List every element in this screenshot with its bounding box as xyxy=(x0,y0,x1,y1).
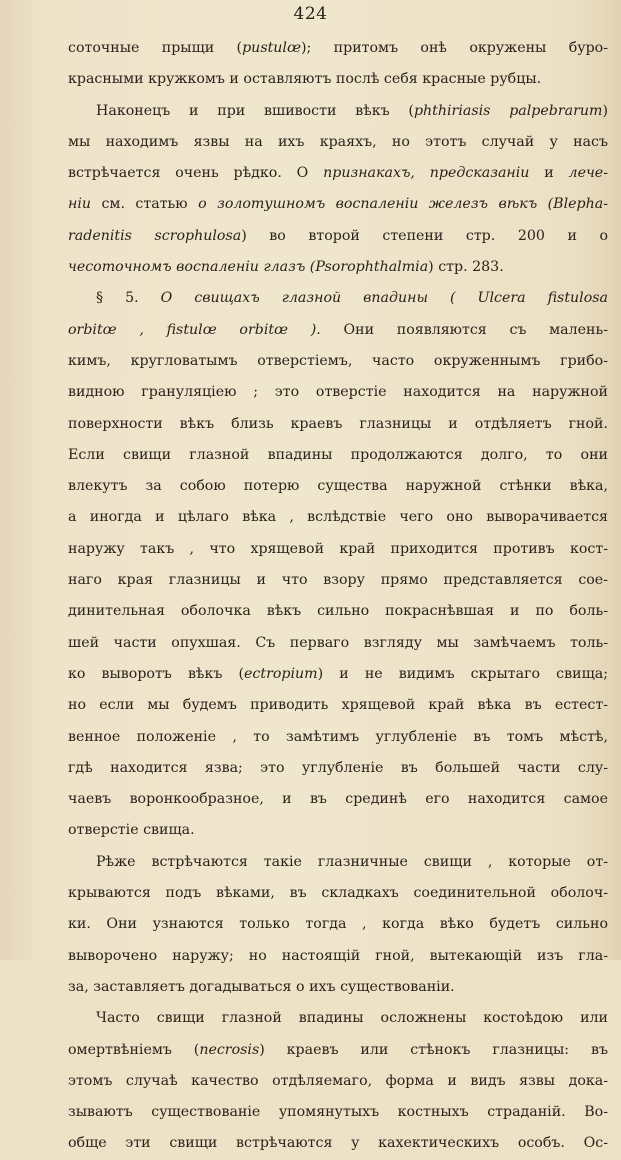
text-segment: ки. Они узнаются только тогда , когда вѣко будетъ сильно xyxy=(68,916,608,933)
text-segment: этомъ случаѣ качество отдѣляемаго, форма и видъ язвы дока- xyxy=(68,1072,608,1089)
text-line xyxy=(68,189,608,220)
text-segment: Они появляются съ малень- xyxy=(320,321,608,338)
text-segment: шей части опухшая. Съ перваго взгляду мы замѣчаемъ толь- xyxy=(68,634,608,651)
text-line xyxy=(68,1066,608,1097)
text-line xyxy=(68,33,608,64)
text-line xyxy=(68,158,608,189)
text-line xyxy=(68,377,608,408)
text-segment: Часто свищи глазной впадины осложнены костоѣдою или xyxy=(96,1010,608,1027)
text-segment: Рѣже встрѣчаются такіе глазничные свищи , которые от- xyxy=(96,853,608,870)
text-line xyxy=(96,1003,608,1034)
text-segment: омертвѣніемъ ( xyxy=(68,1041,200,1058)
text-segment: см. статью xyxy=(91,196,199,213)
text-line xyxy=(68,690,608,721)
text-line xyxy=(96,283,608,314)
text-segment: зываютъ существованіе упомянутыхъ костныхъ страданій. Во- xyxy=(68,1104,608,1121)
text-segment: наго края глазницы и что взору прямо представляется сое- xyxy=(68,572,608,589)
italic-text: ніи xyxy=(68,196,92,213)
text-segment: ко выворотъ вѣкъ ( xyxy=(68,665,245,682)
text-segment: гдѣ находится язва; это углубленіе въ большей части слу- xyxy=(68,759,608,776)
text-line xyxy=(68,596,608,627)
text-segment: крываются подъ вѣками, въ складкахъ соединительной оболоч- xyxy=(68,885,608,902)
text-line xyxy=(68,784,608,815)
text-line xyxy=(68,659,608,690)
text-segment: ) xyxy=(602,102,608,119)
italic-text: orbitœ , fistulœ orbitœ ). xyxy=(68,321,321,338)
text-line xyxy=(68,722,608,753)
text-line xyxy=(68,815,608,846)
text-segment: динительная оболочка вѣкъ сильно покраснѣвшая и по боль- xyxy=(68,603,608,620)
text-segment: а иногда и цѣлаго вѣка , вслѣдствіе чего оно выворачивается xyxy=(68,509,608,526)
text-segment: ) стр. 283. xyxy=(428,259,504,276)
text-segment: ); притомъ онѣ окружены буро- xyxy=(301,40,608,56)
text-segment: выворочено наружу; но настоящій гной, вытекающій изъ гла- xyxy=(68,947,608,964)
text-segment: мы находимъ язвы на ихъ краяхъ, но этотъ случай у насъ xyxy=(68,133,608,150)
text-line xyxy=(68,753,608,784)
italic-text: чесоточномъ воспаленіи глазъ (Psorophthalmia xyxy=(68,259,429,276)
text-segment: обще эти свищи встрѣчаются у кахектическихъ особъ. Ос- xyxy=(68,1135,608,1152)
text-line xyxy=(96,847,608,878)
text-line xyxy=(68,909,608,940)
text-segment: соточные прыщи ( xyxy=(68,40,243,56)
text-line xyxy=(68,534,608,565)
text-segment: красными кружкомъ и оставляютъ послѣ себя красные рубцы. xyxy=(68,71,542,88)
page-number: 424 xyxy=(293,4,328,24)
text-line xyxy=(68,1128,608,1159)
italic-text: necrosis xyxy=(199,1041,260,1058)
text-line xyxy=(68,409,608,440)
text-segment: Если свищи глазной впадины продолжаются долго, то они xyxy=(68,446,608,463)
text-line xyxy=(68,878,608,909)
text-segment: встрѣчается очень рѣдко. О xyxy=(68,165,324,182)
text-segment: наружу такъ , что хрящевой край приходится противъ кост- xyxy=(68,540,608,557)
text-line xyxy=(68,628,608,659)
text-line xyxy=(68,252,608,283)
text-segment: § 5. xyxy=(96,290,161,307)
text-segment: ) и не видимъ скрытаго свища; xyxy=(317,665,608,682)
italic-text: radenitis scrophulosa xyxy=(68,227,242,244)
text-line xyxy=(68,1097,608,1128)
text-segment: влекутъ за собою потерю существа наружной стѣнки вѣка, xyxy=(68,478,608,495)
italic-text: признакахъ, предсказаніи xyxy=(323,165,530,182)
text-segment: кимъ, кругловатымъ отверстіемъ, часто окруженнымъ грибо- xyxy=(68,352,608,369)
text-line xyxy=(68,972,608,1003)
italic-text: лече- xyxy=(568,165,608,182)
text-line xyxy=(68,64,608,95)
text-segment: но если мы будемъ приводить хрящевой край вѣка въ естест- xyxy=(68,697,608,714)
italic-text: о золотушномъ воспаленіи железъ вѣкъ (Blepha- xyxy=(198,196,608,213)
text-segment: и xyxy=(529,165,569,182)
text-line xyxy=(96,96,608,127)
text-segment: ) во второй степени стр. 200 и о xyxy=(241,227,608,244)
text-line xyxy=(68,565,608,596)
text-line xyxy=(68,127,608,158)
text-line xyxy=(68,502,608,533)
text-line xyxy=(68,1035,608,1066)
body-text xyxy=(68,33,608,1160)
text-line xyxy=(68,440,608,471)
text-segment: отверстіе свища. xyxy=(68,822,195,839)
text-line xyxy=(68,315,608,346)
text-segment: поверхности вѣкъ близь краевъ глазницы и отдѣляетъ гной. xyxy=(68,415,608,432)
italic-text: ectropium xyxy=(244,665,318,682)
italic-text: pustulœ xyxy=(242,40,301,56)
text-segment: ) краевъ или стѣнокъ глазницы: въ xyxy=(259,1041,608,1058)
text-line xyxy=(68,346,608,377)
text-line xyxy=(68,941,608,972)
text-line xyxy=(68,471,608,502)
italic-text: phthiriasis palpebrarum xyxy=(413,102,603,119)
text-segment: видною грануляціею ; это отверстіе находится на наружной xyxy=(68,384,608,401)
text-segment: за, заставляетъ догадываться о ихъ существованіи. xyxy=(68,978,455,995)
text-segment: Наконецъ и при вшивости вѣкъ ( xyxy=(96,102,414,119)
text-segment: чаевъ воронкообразное, и въ срединѣ его находится самое xyxy=(68,791,608,808)
text-segment: венное положеніе , то замѣтимъ углубленіе въ томъ мѣстѣ, xyxy=(68,728,608,745)
text-line xyxy=(68,221,608,252)
italic-text: О свищахъ глазной впадины ( Ulcera fistulosa xyxy=(160,290,608,307)
